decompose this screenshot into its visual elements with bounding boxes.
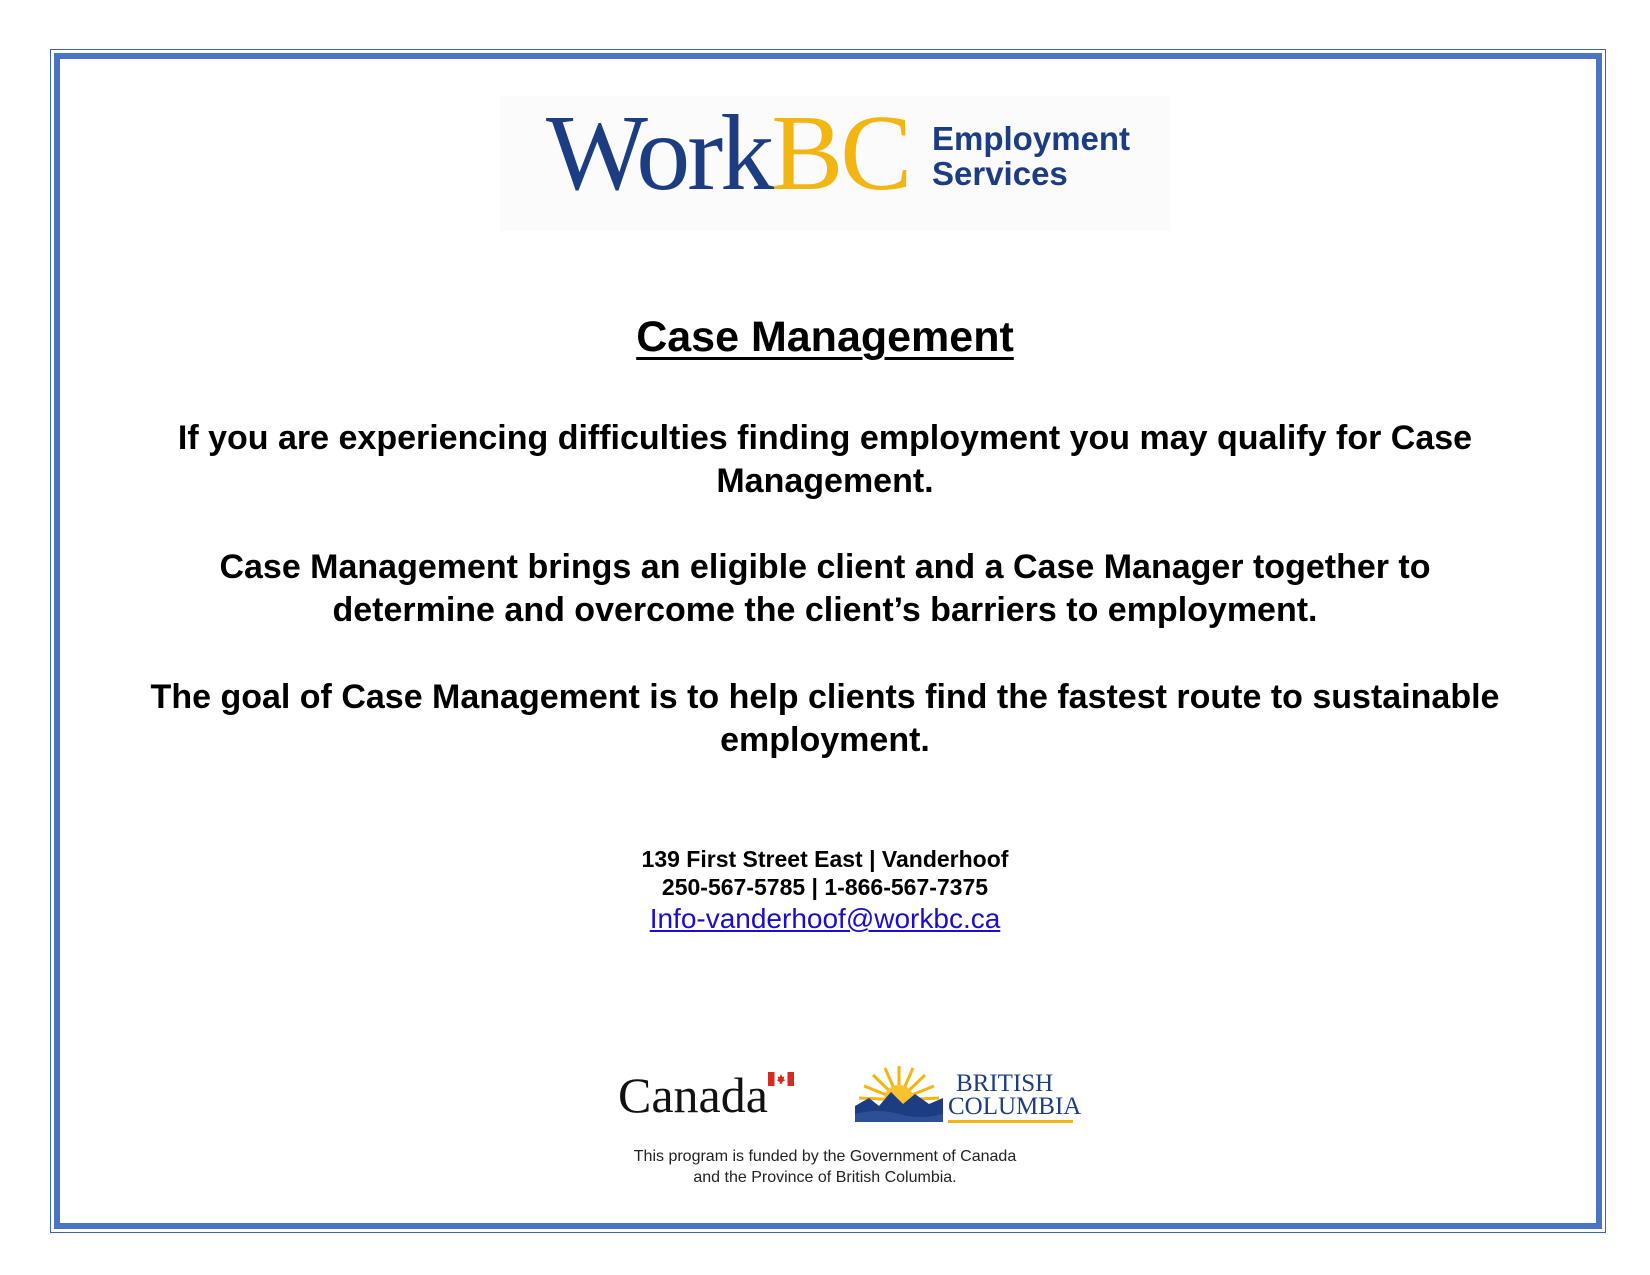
canada-logo xyxy=(618,1067,798,1124)
bc-sun-mountains-icon xyxy=(855,1062,943,1122)
funding-note-line1: This program is funded by the Government of Canada xyxy=(633,1148,1017,1165)
description-paragraph: Case Management brings an eligible client and a Case Manager together to determine and overcome the client’s barriers to employment. xyxy=(219,548,1431,629)
bc-wordmark-british: BRITISH xyxy=(956,1070,1054,1097)
funding-note xyxy=(0,1146,1650,1188)
funding-note-line2: and the Province of British Columbia. xyxy=(693,1169,957,1186)
contact-phones: 250-567-5785 | 1-866-567-7375 xyxy=(661,874,989,900)
contact-block xyxy=(0,845,1650,936)
bc-gold-rule xyxy=(948,1120,1073,1123)
page-title: Case Management xyxy=(636,313,1014,361)
workbc-wordmark-work: Work xyxy=(546,94,772,213)
bc-wordmark-columbia: COLUMBIA xyxy=(948,1093,1082,1120)
employment-services-text xyxy=(932,122,1130,192)
services-line: Services xyxy=(932,154,1068,192)
contact-email-link[interactable]: Info-vanderhoof@workbc.ca xyxy=(649,903,1001,934)
intro-paragraph: If you are experiencing difficulties finding employment you may qualify for Case Management. xyxy=(177,419,1473,500)
goal-paragraph: The goal of Case Management is to help clients find the fastest route to sustainable employment. xyxy=(150,678,1500,759)
bc-wordmark xyxy=(948,1072,1081,1118)
workbc-logo xyxy=(500,96,1170,231)
workbc-wordmark xyxy=(546,94,910,213)
canada-wordmark: Canada xyxy=(618,1067,768,1123)
british-columbia-logo xyxy=(855,1062,1085,1130)
contact-address: 139 First Street East | Vanderhoof xyxy=(641,846,1009,872)
canada-flag-icon xyxy=(768,1072,794,1086)
workbc-wordmark-bc: BC xyxy=(771,94,910,213)
employment-line: Employment xyxy=(932,120,1131,157)
